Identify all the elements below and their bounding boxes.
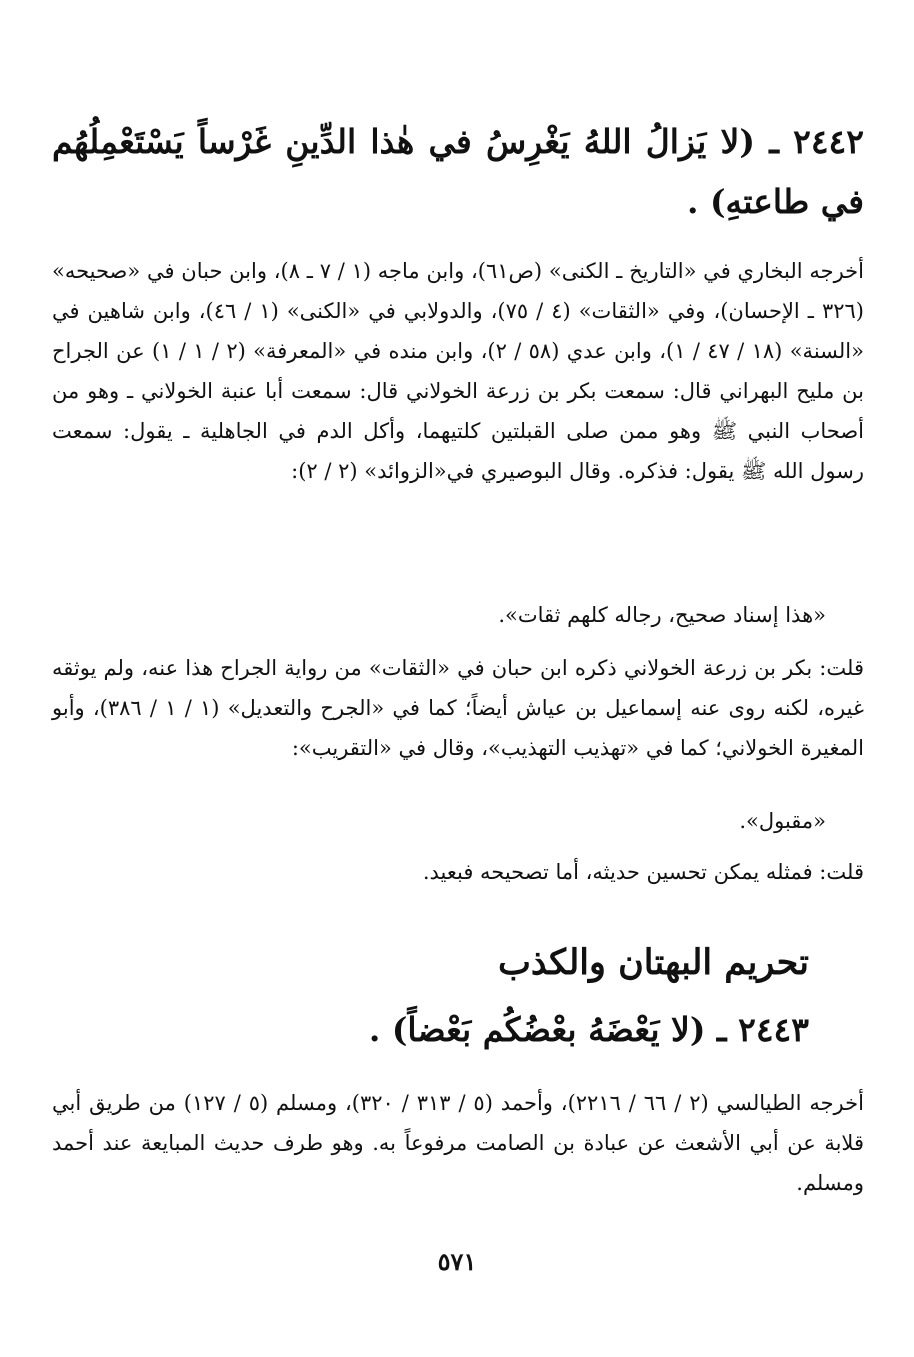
page-number: ٥٧١ — [437, 1247, 477, 1276]
hadith-2442-quote: «هذا إسناد صحيح، رجاله كلهم ثقات». — [498, 603, 826, 627]
section-title: تحريم البهتان والكذب — [497, 942, 809, 983]
hadith-2442-quote-2: «مقبول». — [739, 809, 826, 833]
hadith-2442-conclusion: قلت: فمثله يمكن تحسين حديثه، أما تصحيحه فبعيد. — [422, 860, 864, 884]
hadith-2443-takhrij: أخرجه الطيالسي (٢ / ٦٦ / ٢٢١٦)، وأحمد (٥ / ٣١٣ / ٣٢٠)، ومسلم (٥ / ١٢٧) من طريق أبي قلابة عن أبي الأشعث عن عبادة بن الصامت مرفوعاً به. وهو طرف حديث المبايعة عند أحمد ومسلم. — [52, 1091, 864, 1195]
hadith-2442-heading: ٢٤٤٢ ـ (لا يَزالُ اللهُ يَغْرِسُ في هٰذا الدِّينِ غَرْساً يَسْتَعْمِلُهُم في طاعتهِ) . — [52, 122, 864, 221]
hadith-2443-heading: ٢٤٤٣ ـ (لا يَعْضَهُ بعْضُكُم بَعْضاً) . — [368, 1010, 809, 1049]
hadith-2442-comment: قلت: بكر بن زرعة الخولاني ذكره ابن حبان في «الثقات» من رواية الجراح هذا عنه، ولم يوثقه غيره، لكنه روى عنه إسماعيل بن عياش أيضاً؛ كما في «الجرح والتعديل» (١ / ١ / ٣٨٦)، وأبو المغيرة الخولاني؛ كما في «تهذيب التهذيب»، وقال في «التقريب»: — [52, 656, 864, 760]
hadith-2442-takhrij: أخرجه البخاري في «التاريخ ـ الكنى» (ص٦١)، وابن ماجه (١ / ٧ ـ ٨)، وابن حبان في «صحيحه» (٣٢٦ ـ الإحسان)، وفي «الثقات» (٤ / ٧٥)، والدولابي في «الكنى» (١ / ٤٦)، وابن شاهين في «السنة» (١٨ / ٤٧ / ١)، وابن عدي (٥٨ / ٢)، وابن منده في «المعرفة» (٢ / ١ / ١) عن الجراح بن مليح البهراني قال: سمعت بكر بن زرعة الخولاني قال: سمعت أبا عنبة الخولاني ـ وهو من أصحاب النبي ﷺ وهو ممن صلى القبلتين كلتيهما، وأكل الدم في الجاهلية ـ يقول: سمعت رسول الله ﷺ يقول: فذكره. وقال البوصيري في«الزوائد» (٢ / ٢): — [52, 259, 864, 483]
